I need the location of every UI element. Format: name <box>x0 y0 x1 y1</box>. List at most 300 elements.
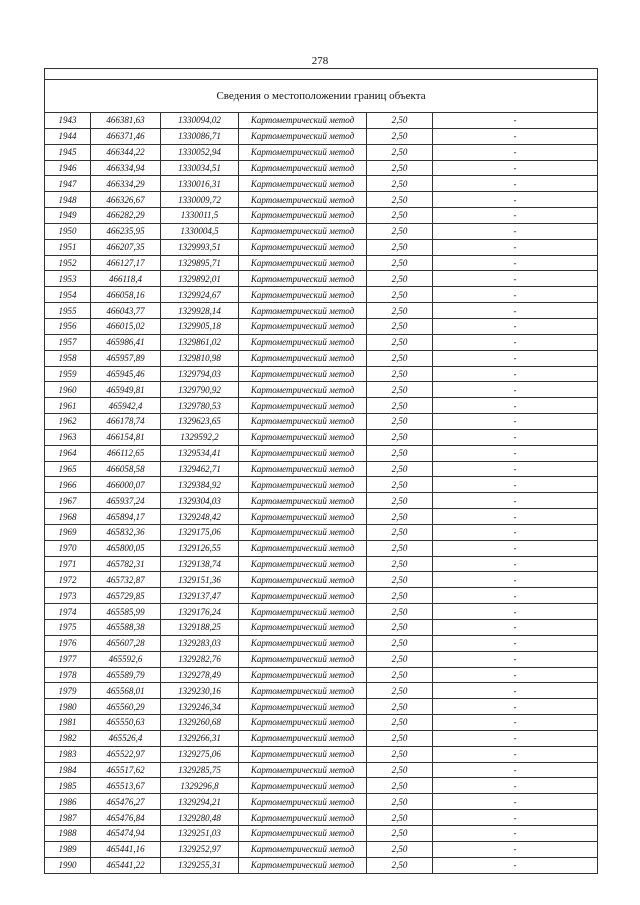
y-coordinate-cell: 1329126,55 <box>161 540 239 556</box>
x-coordinate-cell: 465560,29 <box>91 699 161 715</box>
description-cell: - <box>433 715 598 731</box>
description-cell: - <box>433 303 598 319</box>
x-coordinate-cell: 465550,63 <box>91 715 161 731</box>
description-cell: - <box>433 128 598 144</box>
table-row <box>45 160 598 176</box>
y-coordinate-cell: 1330009,72 <box>161 192 239 208</box>
y-coordinate-cell: 1329138,74 <box>161 556 239 572</box>
method-cell: Картометрический метод <box>239 810 367 826</box>
table-row <box>45 176 598 192</box>
x-coordinate-cell: 466015,02 <box>91 318 161 334</box>
table-row <box>45 857 598 873</box>
description-cell: - <box>433 445 598 461</box>
point-number-cell: 1947 <box>45 176 91 192</box>
y-coordinate-cell: 1330052,94 <box>161 144 239 160</box>
accuracy-cell: 2,50 <box>367 414 433 430</box>
x-coordinate-cell: 465476,84 <box>91 810 161 826</box>
description-cell: - <box>433 350 598 366</box>
accuracy-cell: 2,50 <box>367 540 433 556</box>
description-cell: - <box>433 509 598 525</box>
x-coordinate-cell: 465986,41 <box>91 334 161 350</box>
point-number-cell: 1948 <box>45 192 91 208</box>
method-cell: Картометрический метод <box>239 651 367 667</box>
description-cell: - <box>433 730 598 746</box>
point-number-cell: 1983 <box>45 746 91 762</box>
x-coordinate-cell: 465585,99 <box>91 604 161 620</box>
point-number-cell: 1954 <box>45 287 91 303</box>
x-coordinate-cell: 465522,97 <box>91 746 161 762</box>
y-coordinate-cell: 1329248,42 <box>161 509 239 525</box>
method-cell: Картометрический метод <box>239 715 367 731</box>
accuracy-cell: 2,50 <box>367 334 433 350</box>
accuracy-cell: 2,50 <box>367 445 433 461</box>
point-number-cell: 1961 <box>45 398 91 414</box>
description-cell: - <box>433 239 598 255</box>
description-cell: - <box>433 366 598 382</box>
y-coordinate-cell: 1329294,21 <box>161 794 239 810</box>
y-coordinate-cell: 1329810,98 <box>161 350 239 366</box>
method-cell: Картометрический метод <box>239 113 367 129</box>
method-cell: Картометрический метод <box>239 208 367 224</box>
accuracy-cell: 2,50 <box>367 382 433 398</box>
point-number-cell: 1943 <box>45 113 91 129</box>
description-cell: - <box>433 556 598 572</box>
method-cell: Картометрический метод <box>239 271 367 287</box>
point-number-cell: 1944 <box>45 128 91 144</box>
accuracy-cell: 2,50 <box>367 572 433 588</box>
y-coordinate-cell: 1329462,71 <box>161 461 239 477</box>
x-coordinate-cell: 465441,22 <box>91 857 161 873</box>
point-number-cell: 1966 <box>45 477 91 493</box>
method-cell: Картометрический метод <box>239 334 367 350</box>
x-coordinate-cell: 465526,4 <box>91 730 161 746</box>
y-coordinate-cell: 1329246,34 <box>161 699 239 715</box>
accuracy-cell: 2,50 <box>367 667 433 683</box>
method-cell: Картометрический метод <box>239 192 367 208</box>
description-cell: - <box>433 113 598 129</box>
table-row <box>45 366 598 382</box>
table-row <box>45 667 598 683</box>
accuracy-cell: 2,50 <box>367 509 433 525</box>
accuracy-cell: 2,50 <box>367 318 433 334</box>
description-cell: - <box>433 572 598 588</box>
accuracy-cell: 2,50 <box>367 746 433 762</box>
point-number-cell: 1969 <box>45 524 91 540</box>
method-cell: Картометрический метод <box>239 176 367 192</box>
point-number-cell: 1974 <box>45 604 91 620</box>
y-coordinate-cell: 1329780,53 <box>161 398 239 414</box>
table-row <box>45 493 598 509</box>
y-coordinate-cell: 1329296,8 <box>161 778 239 794</box>
point-number-cell: 1950 <box>45 223 91 239</box>
point-number-cell: 1964 <box>45 445 91 461</box>
table-row <box>45 540 598 556</box>
accuracy-cell: 2,50 <box>367 524 433 540</box>
table-row <box>45 318 598 334</box>
point-number-cell: 1978 <box>45 667 91 683</box>
point-number-cell: 1973 <box>45 588 91 604</box>
y-coordinate-cell: 1330004,5 <box>161 223 239 239</box>
method-cell: Картометрический метод <box>239 398 367 414</box>
y-coordinate-cell: 1329175,06 <box>161 524 239 540</box>
x-coordinate-cell: 466381,63 <box>91 113 161 129</box>
point-number-cell: 1958 <box>45 350 91 366</box>
description-cell: - <box>433 382 598 398</box>
description-cell: - <box>433 794 598 810</box>
table-row <box>45 350 598 366</box>
description-cell: - <box>433 414 598 430</box>
table-row <box>45 429 598 445</box>
method-cell: Картометрический метод <box>239 604 367 620</box>
y-coordinate-cell: 1329266,31 <box>161 730 239 746</box>
accuracy-cell: 2,50 <box>367 144 433 160</box>
description-cell: - <box>433 588 598 604</box>
table-row <box>45 746 598 762</box>
description-cell: - <box>433 223 598 239</box>
y-coordinate-cell: 1329255,31 <box>161 857 239 873</box>
spacer-cell <box>45 69 598 80</box>
title-row <box>45 80 598 113</box>
method-cell: Картометрический метод <box>239 841 367 857</box>
table-row <box>45 778 598 794</box>
description-cell: - <box>433 429 598 445</box>
method-cell: Картометрический метод <box>239 429 367 445</box>
method-cell: Картометрический метод <box>239 699 367 715</box>
accuracy-cell: 2,50 <box>367 239 433 255</box>
y-coordinate-cell: 1329993,51 <box>161 239 239 255</box>
table-row <box>45 635 598 651</box>
accuracy-cell: 2,50 <box>367 176 433 192</box>
x-coordinate-cell: 466371,46 <box>91 128 161 144</box>
method-cell: Картометрический метод <box>239 635 367 651</box>
accuracy-cell: 2,50 <box>367 493 433 509</box>
y-coordinate-cell: 1329283,03 <box>161 635 239 651</box>
method-cell: Картометрический метод <box>239 762 367 778</box>
description-cell: - <box>433 778 598 794</box>
method-cell: Картометрический метод <box>239 794 367 810</box>
method-cell: Картометрический метод <box>239 255 367 271</box>
method-cell: Картометрический метод <box>239 778 367 794</box>
table-row <box>45 271 598 287</box>
x-coordinate-cell: 466344,22 <box>91 144 161 160</box>
accuracy-cell: 2,50 <box>367 588 433 604</box>
y-coordinate-cell: 1329251,03 <box>161 825 239 841</box>
description-cell: - <box>433 208 598 224</box>
accuracy-cell: 2,50 <box>367 366 433 382</box>
method-cell: Картометрический метод <box>239 746 367 762</box>
table-row <box>45 588 598 604</box>
accuracy-cell: 2,50 <box>367 841 433 857</box>
accuracy-cell: 2,50 <box>367 604 433 620</box>
table-row <box>45 382 598 398</box>
method-cell: Картометрический метод <box>239 318 367 334</box>
x-coordinate-cell: 466058,58 <box>91 461 161 477</box>
method-cell: Картометрический метод <box>239 730 367 746</box>
x-coordinate-cell: 465942,4 <box>91 398 161 414</box>
table-row <box>45 334 598 350</box>
x-coordinate-cell: 466178,74 <box>91 414 161 430</box>
description-cell: - <box>433 493 598 509</box>
point-number-cell: 1988 <box>45 825 91 841</box>
y-coordinate-cell: 1329188,25 <box>161 620 239 636</box>
accuracy-cell: 2,50 <box>367 429 433 445</box>
description-cell: - <box>433 604 598 620</box>
x-coordinate-cell: 466334,94 <box>91 160 161 176</box>
method-cell: Картометрический метод <box>239 128 367 144</box>
point-number-cell: 1985 <box>45 778 91 794</box>
point-number-cell: 1949 <box>45 208 91 224</box>
description-cell: - <box>433 255 598 271</box>
accuracy-cell: 2,50 <box>367 620 433 636</box>
description-cell: - <box>433 524 598 540</box>
description-cell: - <box>433 477 598 493</box>
point-number-cell: 1977 <box>45 651 91 667</box>
point-number-cell: 1952 <box>45 255 91 271</box>
y-coordinate-cell: 1329285,75 <box>161 762 239 778</box>
point-number-cell: 1984 <box>45 762 91 778</box>
table-row <box>45 556 598 572</box>
table-row <box>45 620 598 636</box>
x-coordinate-cell: 466043,77 <box>91 303 161 319</box>
description-cell: - <box>433 318 598 334</box>
point-number-cell: 1957 <box>45 334 91 350</box>
accuracy-cell: 2,50 <box>367 778 433 794</box>
x-coordinate-cell: 466112,65 <box>91 445 161 461</box>
point-number-cell: 1955 <box>45 303 91 319</box>
method-cell: Картометрический метод <box>239 588 367 604</box>
description-cell: - <box>433 271 598 287</box>
y-coordinate-cell: 1329384,92 <box>161 477 239 493</box>
accuracy-cell: 2,50 <box>367 794 433 810</box>
description-cell: - <box>433 192 598 208</box>
accuracy-cell: 2,50 <box>367 350 433 366</box>
accuracy-cell: 2,50 <box>367 635 433 651</box>
page-number: 278 <box>311 55 329 67</box>
y-coordinate-cell: 1329794,03 <box>161 366 239 382</box>
y-coordinate-cell: 1329895,71 <box>161 255 239 271</box>
x-coordinate-cell: 465568,01 <box>91 683 161 699</box>
table-row <box>45 715 598 731</box>
description-cell: - <box>433 683 598 699</box>
x-coordinate-cell: 465607,28 <box>91 635 161 651</box>
description-cell: - <box>433 176 598 192</box>
y-coordinate-cell: 1329275,06 <box>161 746 239 762</box>
point-number-cell: 1972 <box>45 572 91 588</box>
x-coordinate-cell: 465957,89 <box>91 350 161 366</box>
table-row <box>45 794 598 810</box>
x-coordinate-cell: 466118,4 <box>91 271 161 287</box>
point-number-cell: 1971 <box>45 556 91 572</box>
point-number-cell: 1979 <box>45 683 91 699</box>
point-number-cell: 1990 <box>45 857 91 873</box>
description-cell: - <box>433 699 598 715</box>
x-coordinate-cell: 465832,36 <box>91 524 161 540</box>
method-cell: Картометрический метод <box>239 366 367 382</box>
x-coordinate-cell: 465588,38 <box>91 620 161 636</box>
y-coordinate-cell: 1329151,36 <box>161 572 239 588</box>
y-coordinate-cell: 1329623,65 <box>161 414 239 430</box>
accuracy-cell: 2,50 <box>367 398 433 414</box>
table-row <box>45 730 598 746</box>
table-row <box>45 762 598 778</box>
accuracy-cell: 2,50 <box>367 303 433 319</box>
x-coordinate-cell: 466000,07 <box>91 477 161 493</box>
y-coordinate-cell: 1329861,02 <box>161 334 239 350</box>
point-number-cell: 1951 <box>45 239 91 255</box>
accuracy-cell: 2,50 <box>367 762 433 778</box>
accuracy-cell: 2,50 <box>367 730 433 746</box>
table-row <box>45 699 598 715</box>
accuracy-cell: 2,50 <box>367 857 433 873</box>
table-row <box>45 398 598 414</box>
table-row <box>45 303 598 319</box>
x-coordinate-cell: 465732,87 <box>91 572 161 588</box>
description-cell: - <box>433 746 598 762</box>
description-cell: - <box>433 841 598 857</box>
y-coordinate-cell: 1329905,18 <box>161 318 239 334</box>
method-cell: Картометрический метод <box>239 825 367 841</box>
table-row <box>45 651 598 667</box>
accuracy-cell: 2,50 <box>367 651 433 667</box>
method-cell: Картометрический метод <box>239 350 367 366</box>
x-coordinate-cell: 466334,29 <box>91 176 161 192</box>
table-row <box>45 414 598 430</box>
y-coordinate-cell: 1329924,67 <box>161 287 239 303</box>
x-coordinate-cell: 465729,85 <box>91 588 161 604</box>
method-cell: Картометрический метод <box>239 461 367 477</box>
y-coordinate-cell: 1330094,02 <box>161 113 239 129</box>
point-number-cell: 1976 <box>45 635 91 651</box>
point-number-cell: 1946 <box>45 160 91 176</box>
accuracy-cell: 2,50 <box>367 223 433 239</box>
method-cell: Картометрический метод <box>239 493 367 509</box>
method-cell: Картометрический метод <box>239 509 367 525</box>
point-number-cell: 1989 <box>45 841 91 857</box>
method-cell: Картометрический метод <box>239 223 367 239</box>
method-cell: Картометрический метод <box>239 683 367 699</box>
point-number-cell: 1982 <box>45 730 91 746</box>
method-cell: Картометрический метод <box>239 556 367 572</box>
x-coordinate-cell: 466058,16 <box>91 287 161 303</box>
accuracy-cell: 2,50 <box>367 825 433 841</box>
description-cell: - <box>433 651 598 667</box>
table-row <box>45 683 598 699</box>
method-cell: Картометрический метод <box>239 540 367 556</box>
point-number-cell: 1962 <box>45 414 91 430</box>
y-coordinate-cell: 1329252,97 <box>161 841 239 857</box>
method-cell: Картометрический метод <box>239 303 367 319</box>
x-coordinate-cell: 465476,27 <box>91 794 161 810</box>
accuracy-cell: 2,50 <box>367 556 433 572</box>
accuracy-cell: 2,50 <box>367 271 433 287</box>
description-cell: - <box>433 144 598 160</box>
method-cell: Картометрический метод <box>239 239 367 255</box>
table-row <box>45 287 598 303</box>
method-cell: Картометрический метод <box>239 414 367 430</box>
table-row <box>45 810 598 826</box>
table-row <box>45 461 598 477</box>
accuracy-cell: 2,50 <box>367 810 433 826</box>
accuracy-cell: 2,50 <box>367 699 433 715</box>
y-coordinate-cell: 1330034,51 <box>161 160 239 176</box>
y-coordinate-cell: 1330016,31 <box>161 176 239 192</box>
point-number-cell: 1970 <box>45 540 91 556</box>
point-number-cell: 1987 <box>45 810 91 826</box>
point-number-cell: 1967 <box>45 493 91 509</box>
y-coordinate-cell: 1329592,2 <box>161 429 239 445</box>
point-number-cell: 1981 <box>45 715 91 731</box>
point-number-cell: 1963 <box>45 429 91 445</box>
table-row <box>45 524 598 540</box>
y-coordinate-cell: 1329928,14 <box>161 303 239 319</box>
point-number-cell: 1959 <box>45 366 91 382</box>
x-coordinate-cell: 465800,05 <box>91 540 161 556</box>
x-coordinate-cell: 465945,46 <box>91 366 161 382</box>
x-coordinate-cell: 466127,17 <box>91 255 161 271</box>
point-number-cell: 1945 <box>45 144 91 160</box>
table-row <box>45 208 598 224</box>
y-coordinate-cell: 1329260,68 <box>161 715 239 731</box>
x-coordinate-cell: 466207,35 <box>91 239 161 255</box>
boundary-table <box>44 68 598 874</box>
y-coordinate-cell: 1329230,16 <box>161 683 239 699</box>
table-row <box>45 128 598 144</box>
accuracy-cell: 2,50 <box>367 113 433 129</box>
point-number-cell: 1986 <box>45 794 91 810</box>
y-coordinate-cell: 1330011,5 <box>161 208 239 224</box>
table-row <box>45 841 598 857</box>
method-cell: Картометрический метод <box>239 572 367 588</box>
accuracy-cell: 2,50 <box>367 208 433 224</box>
method-cell: Картометрический метод <box>239 382 367 398</box>
point-number-cell: 1968 <box>45 509 91 525</box>
x-coordinate-cell: 465937,24 <box>91 493 161 509</box>
method-cell: Картометрический метод <box>239 445 367 461</box>
table-row <box>45 192 598 208</box>
method-cell: Картометрический метод <box>239 144 367 160</box>
description-cell: - <box>433 620 598 636</box>
description-cell: - <box>433 287 598 303</box>
x-coordinate-cell: 465517,62 <box>91 762 161 778</box>
point-number-cell: 1953 <box>45 271 91 287</box>
description-cell: - <box>433 667 598 683</box>
table-row <box>45 255 598 271</box>
x-coordinate-cell: 466235,95 <box>91 223 161 239</box>
header-spacer-row <box>45 69 598 80</box>
x-coordinate-cell: 466154,81 <box>91 429 161 445</box>
y-coordinate-cell: 1329304,03 <box>161 493 239 509</box>
x-coordinate-cell: 465592,6 <box>91 651 161 667</box>
accuracy-cell: 2,50 <box>367 477 433 493</box>
y-coordinate-cell: 1329278,49 <box>161 667 239 683</box>
x-coordinate-cell: 466326,67 <box>91 192 161 208</box>
x-coordinate-cell: 465474,94 <box>91 825 161 841</box>
description-cell: - <box>433 461 598 477</box>
accuracy-cell: 2,50 <box>367 287 433 303</box>
method-cell: Картометрический метод <box>239 287 367 303</box>
x-coordinate-cell: 466282,29 <box>91 208 161 224</box>
x-coordinate-cell: 465589,79 <box>91 667 161 683</box>
description-cell: - <box>433 635 598 651</box>
point-number-cell: 1960 <box>45 382 91 398</box>
accuracy-cell: 2,50 <box>367 128 433 144</box>
table-row <box>45 445 598 461</box>
point-number-cell: 1975 <box>45 620 91 636</box>
table-row <box>45 572 598 588</box>
method-cell: Картометрический метод <box>239 160 367 176</box>
description-cell: - <box>433 160 598 176</box>
x-coordinate-cell: 465441,16 <box>91 841 161 857</box>
